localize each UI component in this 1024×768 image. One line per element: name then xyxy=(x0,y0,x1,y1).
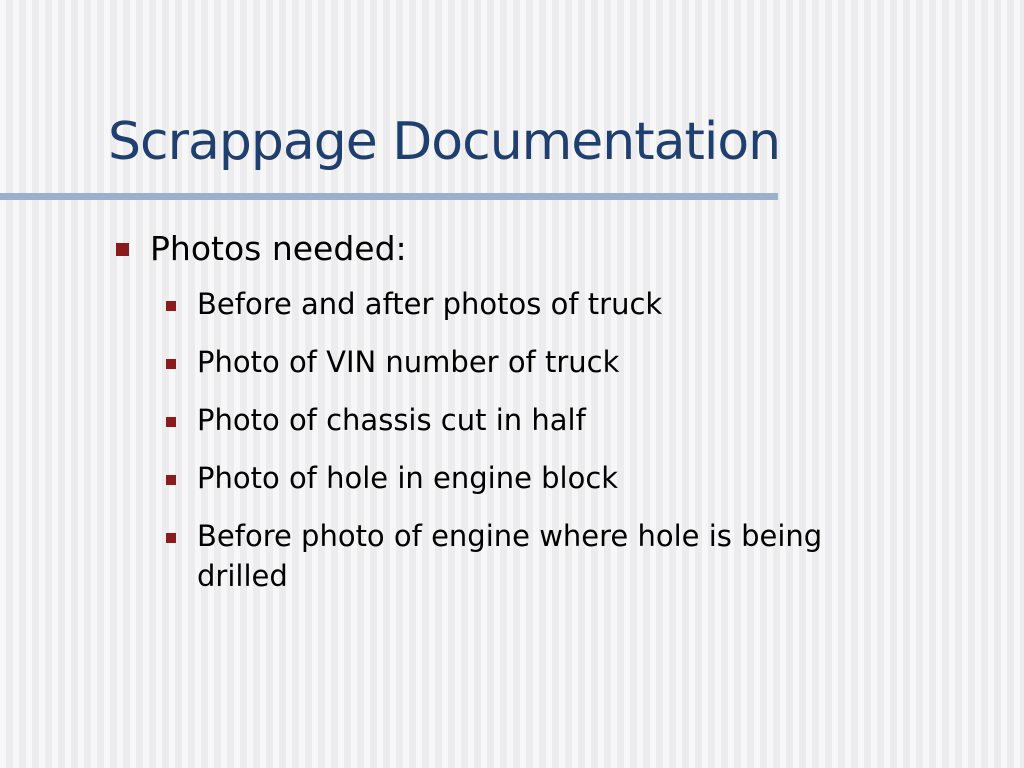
square-bullet-icon xyxy=(166,301,176,311)
bullet-item xyxy=(116,226,916,272)
sub-bullet-item xyxy=(166,458,926,498)
sub-bullet-item xyxy=(166,284,926,324)
sub-bullet-item xyxy=(166,516,926,596)
square-bullet-icon xyxy=(166,359,176,369)
sub-bullet-text: Photo of chassis cut in half xyxy=(197,403,586,437)
slide-title: Scrappage Documentation xyxy=(108,112,781,172)
square-bullet-icon xyxy=(166,475,176,485)
square-bullet-icon xyxy=(166,417,176,427)
sub-bullet-text: Before photo of engine where hole is being drilled xyxy=(197,519,823,593)
sub-bullet-item xyxy=(166,342,926,382)
square-bullet-icon xyxy=(166,533,176,543)
title-divider xyxy=(0,193,778,200)
sub-bullet-text: Photo of VIN number of truck xyxy=(197,345,620,379)
sub-bullet-text: Photo of hole in engine block xyxy=(197,461,619,495)
sub-bullet-list xyxy=(166,284,926,614)
sub-bullet-item xyxy=(166,400,926,440)
bullet-text: Photos needed: xyxy=(150,229,407,268)
square-bullet-icon xyxy=(116,243,129,256)
sub-bullet-text: Before and after photos of truck xyxy=(197,287,663,321)
